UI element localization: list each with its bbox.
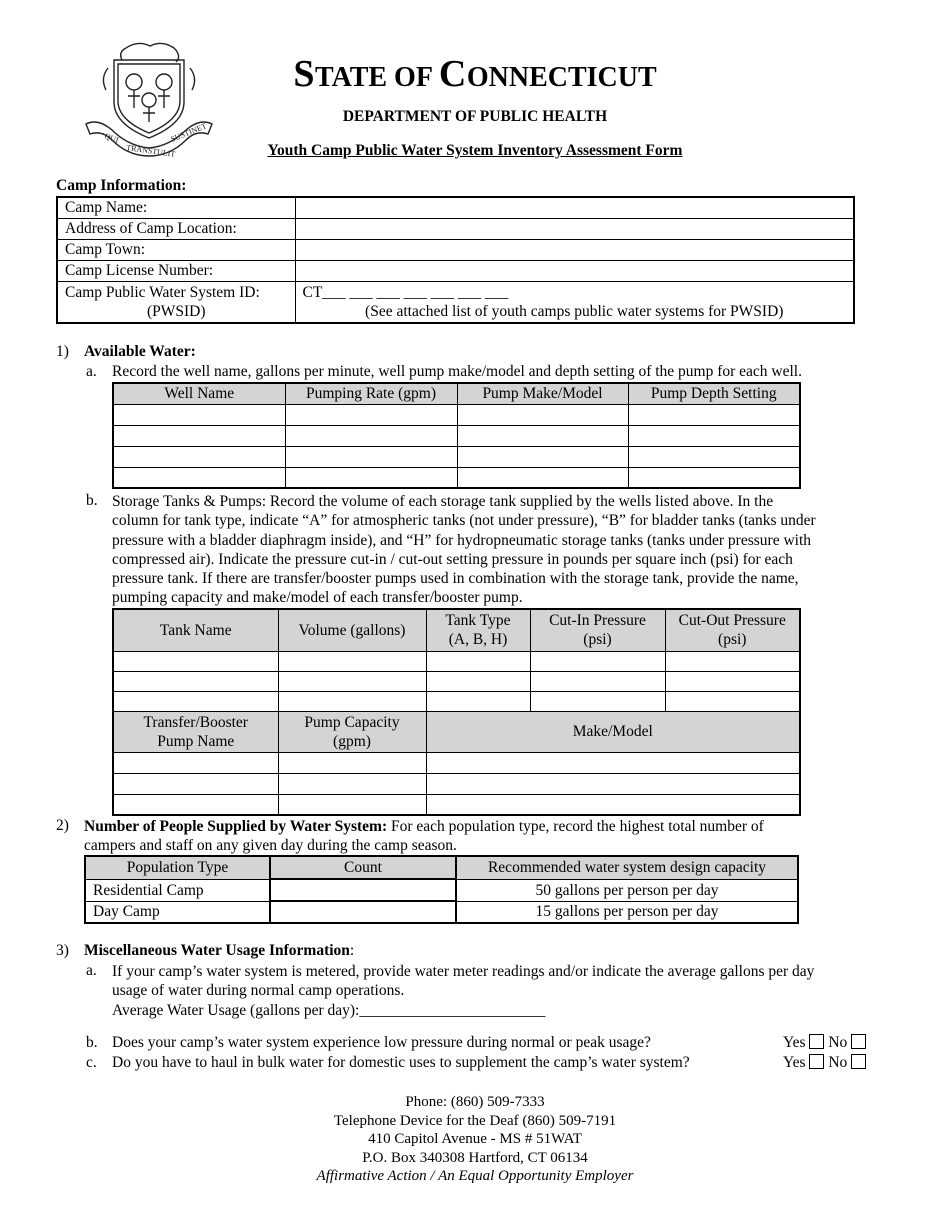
residential-capacity: 50 gallons per person per day bbox=[456, 879, 798, 901]
residential-camp-label: Residential Camp bbox=[85, 879, 270, 901]
footer-phone: Phone: (860) 509-7333 bbox=[405, 1094, 545, 1110]
pump-cell[interactable] bbox=[426, 794, 800, 815]
bulk-water-yes-checkbox[interactable] bbox=[809, 1054, 824, 1069]
pump-cell[interactable] bbox=[278, 773, 426, 794]
tank-cell[interactable] bbox=[530, 671, 665, 691]
well-cell[interactable] bbox=[113, 467, 285, 488]
pump-cell[interactable] bbox=[426, 752, 800, 773]
well-cell[interactable] bbox=[113, 425, 285, 446]
tank-cell[interactable] bbox=[665, 651, 800, 671]
low-pressure-yes-checkbox[interactable] bbox=[809, 1034, 824, 1049]
section-3-heading: Miscellaneous Water Usage Information: bbox=[84, 942, 355, 959]
tank-cell[interactable] bbox=[278, 671, 426, 691]
well-cell[interactable] bbox=[457, 425, 628, 446]
section-1a-letter: a. bbox=[86, 363, 97, 380]
wells-table bbox=[112, 382, 801, 489]
pump-cell[interactable] bbox=[113, 752, 278, 773]
section-2-text: Number of People Supplied by Water System: For each population type, record the highest total number of campers and staff on any given day during the camp season. bbox=[84, 818, 764, 855]
well-cell[interactable] bbox=[285, 425, 457, 446]
tank-cell[interactable] bbox=[530, 651, 665, 671]
svg-text:TRANSTULIT: TRANSTULIT bbox=[125, 143, 176, 158]
footer bbox=[0, 1093, 950, 1186]
well-cell[interactable] bbox=[113, 446, 285, 467]
pump-capacity-header: Pump Capacity (gpm) bbox=[278, 711, 426, 752]
pwsid-label: Camp Public Water System ID: (PWSID) bbox=[57, 281, 295, 323]
well-cell[interactable] bbox=[113, 404, 285, 425]
pwsid-note: (See attached list of youth camps public water systems for PWSID) bbox=[365, 302, 784, 320]
day-capacity: 15 gallons per person per day bbox=[456, 901, 798, 923]
well-cell[interactable] bbox=[628, 404, 800, 425]
tank-cell[interactable] bbox=[426, 691, 530, 711]
tank-cell[interactable] bbox=[665, 691, 800, 711]
residential-count-field[interactable] bbox=[270, 879, 456, 901]
section-3b-text: Does your camp’s water system experience low pressure during normal or peak usage? bbox=[112, 1034, 651, 1051]
population-type-header: Population Type bbox=[85, 856, 270, 879]
well-cell[interactable] bbox=[628, 425, 800, 446]
section-1-heading: Available Water: bbox=[84, 343, 196, 360]
well-cell[interactable] bbox=[285, 446, 457, 467]
pump-cell[interactable] bbox=[278, 794, 426, 815]
pwsid-value: CT___ ___ ___ ___ ___ ___ ___ bbox=[302, 283, 509, 301]
footer-tdd: Telephone Device for the Deaf (860) 509-7191 bbox=[333, 1112, 617, 1129]
camp-town-label: Camp Town: bbox=[57, 239, 295, 260]
camp-license-field[interactable] bbox=[295, 260, 854, 281]
section-1b-letter: b. bbox=[86, 492, 98, 509]
tank-name-header: Tank Name bbox=[113, 609, 278, 651]
svg-text:QUI: QUI bbox=[103, 131, 120, 145]
tank-cell[interactable] bbox=[278, 691, 426, 711]
tank-cell[interactable] bbox=[113, 651, 278, 671]
bulk-water-no-checkbox[interactable] bbox=[851, 1054, 866, 1069]
section-3c-text: Do you have to haul in bulk water for domestic uses to supplement the camp’s water system? bbox=[112, 1054, 690, 1071]
section-3c-options: Yes No bbox=[783, 1054, 866, 1072]
tank-cell[interactable] bbox=[665, 671, 800, 691]
pump-make-header: Pump Make/Model bbox=[457, 383, 628, 404]
pump-cell[interactable] bbox=[426, 773, 800, 794]
section-3b-letter: b. bbox=[86, 1034, 98, 1051]
count-header: Count bbox=[270, 856, 456, 879]
section-2-number: 2) bbox=[56, 817, 69, 834]
camp-name-field[interactable] bbox=[295, 197, 854, 218]
well-cell[interactable] bbox=[457, 467, 628, 488]
camp-name-label: Camp Name: bbox=[57, 197, 295, 218]
well-cell[interactable] bbox=[285, 467, 457, 488]
section-3b-options: Yes No bbox=[783, 1034, 866, 1052]
average-water-usage-field[interactable]: Average Water Usage (gallons per day):________________________ bbox=[112, 1001, 546, 1019]
department-name: DEPARTMENT OF PUBLIC HEALTH bbox=[342, 108, 608, 125]
well-cell[interactable] bbox=[457, 446, 628, 467]
tank-cell[interactable] bbox=[426, 671, 530, 691]
make-model-header: Make/Model bbox=[426, 711, 800, 752]
section-3a-text: If your camp’s water system is metered, provide water meter readings and/or indicate the average gallons per day usage of water during normal camp operations. Average Water Usage (gallons per day):________________________ bbox=[112, 963, 815, 1019]
low-pressure-no-checkbox[interactable] bbox=[851, 1034, 866, 1049]
camp-address-label: Address of Camp Location: bbox=[57, 218, 295, 239]
well-name-header: Well Name bbox=[113, 383, 285, 404]
tank-cell[interactable] bbox=[113, 691, 278, 711]
tanks-table bbox=[112, 608, 801, 816]
section-1a-text: Record the well name, gallons per minute, well pump make/model and depth setting of the pump for each well. bbox=[112, 363, 802, 380]
tank-type-header: Tank Type (A, B, H) bbox=[426, 609, 530, 651]
design-capacity-header: Recommended water system design capacity bbox=[456, 856, 798, 879]
footer-address: 410 Capitol Avenue - MS # 51WAT bbox=[368, 1131, 582, 1147]
tank-cell[interactable] bbox=[426, 651, 530, 671]
pumping-rate-header: Pumping Rate (gpm) bbox=[285, 383, 457, 404]
population-table bbox=[84, 855, 799, 924]
pump-depth-header: Pump Depth Setting bbox=[628, 383, 800, 404]
pwsid-field[interactable] bbox=[295, 281, 854, 323]
volume-header: Volume (gallons) bbox=[278, 609, 426, 651]
form-title: Youth Camp Public Water System Inventory Assessment Form bbox=[267, 142, 683, 159]
camp-info-heading: Camp Information: bbox=[56, 177, 187, 194]
well-cell[interactable] bbox=[457, 404, 628, 425]
well-cell[interactable] bbox=[285, 404, 457, 425]
well-cell[interactable] bbox=[628, 446, 800, 467]
state-title: STATE OF CONNECTICUT bbox=[293, 53, 657, 95]
booster-pump-name-header: Transfer/Booster Pump Name bbox=[113, 711, 278, 752]
camp-info-table bbox=[56, 196, 855, 324]
section-3c-letter: c. bbox=[86, 1054, 97, 1071]
section-1b-text: Storage Tanks & Pumps: Record the volume of each storage tank supplied by the wells listed above. In the column for tank type, indicate “A” for atmospheric tanks (not under pressure), “B” for bladder tanks (tanks under pressure with a bladder diaphragm inside), and “H” for hydropneumatic storage tanks (tanks under pressure with compressed air). Indicate the pressure cut-in / cut-out setting pressure in pounds per square inch (psi) for each pressure tank. If there are transfer/booster pumps used in combination with the storage tank, provide the name, pumping capacity and make/model of each transfer/booster pump. bbox=[112, 493, 816, 607]
pump-cell[interactable] bbox=[113, 773, 278, 794]
section-3-number: 3) bbox=[56, 942, 69, 959]
tank-cell[interactable] bbox=[113, 671, 278, 691]
tank-cell[interactable] bbox=[278, 651, 426, 671]
well-cell[interactable] bbox=[628, 467, 800, 488]
section-2-heading: Number of People Supplied by Water System: bbox=[84, 818, 388, 835]
day-count-field[interactable] bbox=[270, 901, 456, 923]
footer-pobox: P.O. Box 340308 Hartford, CT 06134 bbox=[362, 1149, 588, 1166]
cut-in-header: Cut-In Pressure (psi) bbox=[530, 609, 665, 651]
camp-license-label: Camp License Number: bbox=[57, 260, 295, 281]
section-3a-letter: a. bbox=[86, 962, 97, 979]
pump-cell[interactable] bbox=[278, 752, 426, 773]
footer-eeo: Affirmative Action / An Equal Opportunity Employer bbox=[316, 1168, 634, 1184]
camp-address-field[interactable] bbox=[295, 218, 854, 239]
day-camp-label: Day Camp bbox=[85, 901, 270, 923]
svg-text:SUSTINET: SUSTINET bbox=[169, 121, 208, 144]
tank-cell[interactable] bbox=[530, 691, 665, 711]
pump-cell[interactable] bbox=[113, 794, 278, 815]
camp-town-field[interactable] bbox=[295, 239, 854, 260]
section-1-number: 1) bbox=[56, 343, 69, 360]
cut-out-header: Cut-Out Pressure (psi) bbox=[665, 609, 800, 651]
